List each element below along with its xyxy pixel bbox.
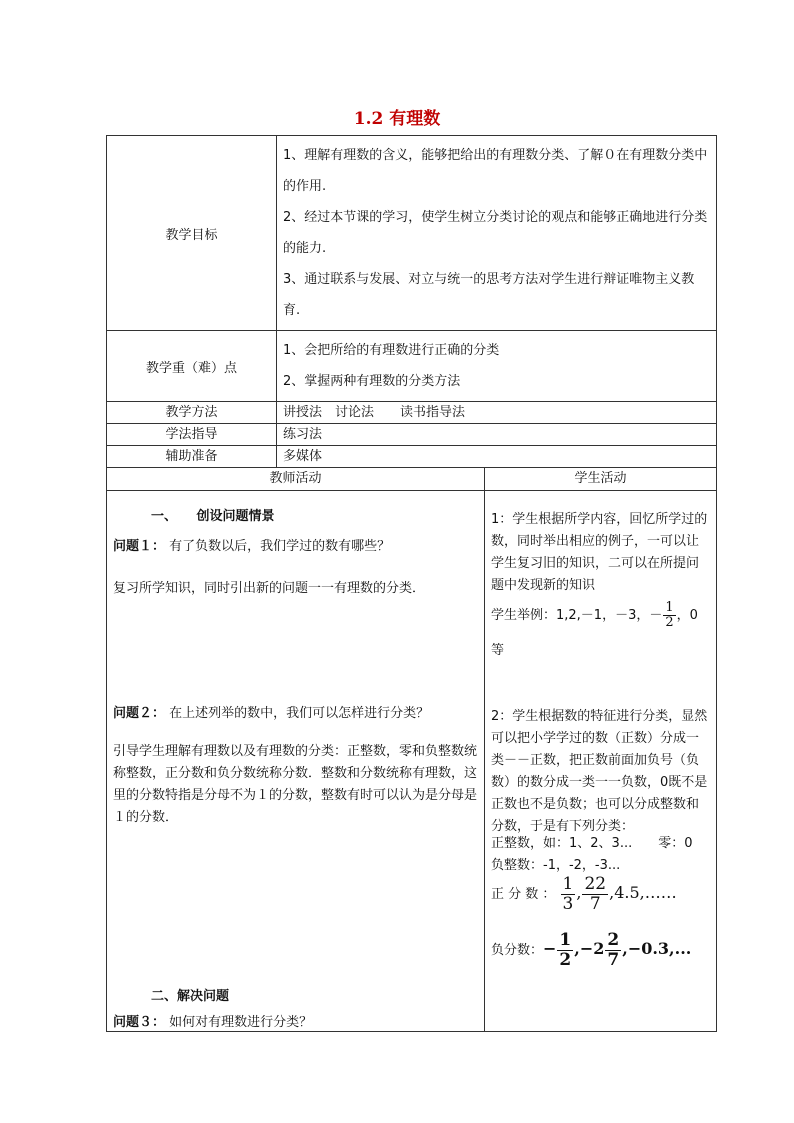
question-text: 有了负数以后，我们学过的数有哪些？ — [169, 539, 391, 554]
fraction-denominator: 3 — [562, 894, 574, 914]
method-value: 讲授法 讨论法 读书指导法 — [277, 402, 717, 424]
student-response-2: 2：学生根据数的特征进行分类，显然可以把小学学过的数（正数）分成一类－－正数，把正数前面加负号（负数）的数分成一类一一负数，0既不是正数也不是负数；也可以分成整数和分数，于是有下列分类： — [491, 709, 708, 834]
fraction-numerator: 22 — [584, 874, 607, 894]
keypoints-content — [277, 331, 717, 402]
fraction — [582, 875, 608, 914]
positive-fractions: 正 分 数 ： $\frac{1}{3}$ , $\frac{22}{7}$ ,4.5,…… — [491, 874, 677, 914]
positive-fraction-label: 正 分 数 ： — [491, 887, 556, 902]
question-3 — [113, 1011, 312, 1030]
fraction-numerator: 1 — [559, 930, 572, 950]
section-heading: 一、 创设问题情景 — [151, 509, 275, 524]
fraction — [663, 601, 675, 630]
fraction-denominator: 2 — [665, 615, 674, 630]
guide-text: 引导学生理解有理数以及有理数的分类：正整数，零和负整数统称整数，正分数和负分数统称分数．整数和分数统称有理数，这里的分数特指是分母不为１的分数，整数有时可以认为是分母是１的分数． — [113, 744, 478, 825]
example-text: ，0 — [676, 608, 698, 623]
activity-header-row — [107, 468, 717, 491]
fraction — [605, 931, 621, 970]
study-value: 练习法 — [277, 424, 717, 446]
study-row — [107, 424, 717, 446]
keypoint-item: 2、掌握两种有理数的分类方法 — [283, 374, 461, 389]
fraction — [561, 875, 576, 914]
lesson-plan-table — [106, 135, 717, 1032]
question-label: 问题１： — [113, 539, 166, 554]
teacher-activity-cell — [107, 491, 485, 1032]
student-examples — [491, 601, 698, 630]
aid-label: 辅助准备 — [107, 446, 277, 468]
fraction-denominator: 2 — [559, 950, 572, 970]
aid-value: 多媒体 — [277, 446, 717, 468]
negative-integers: 负整数：-1，-2，-3... — [491, 858, 621, 873]
fraction-numerator: 1 — [562, 874, 574, 894]
question-text: 在上述列举的数中，我们可以怎样进行分类？ — [169, 706, 430, 721]
page-title: 1.2 有理数 — [353, 109, 441, 129]
review-text: 复习所学知识，同时引出新的问题一一有理数的分类． — [113, 581, 426, 596]
objective-item: 3、通过联系与发展、对立与统一的思考方法对学生进行辩证唯物主义教育. — [283, 272, 695, 318]
keypoints-row — [107, 331, 717, 402]
method-row — [107, 402, 717, 424]
student-activity-cell — [485, 491, 717, 1032]
fraction-tail: −0.3,... — [627, 939, 692, 958]
example-text: 学生举例：1,2,－1，－3， — [491, 608, 650, 623]
objectives-row — [107, 136, 717, 331]
student-activity-header: 学生活动 — [485, 468, 717, 491]
negative-fractions: 负分数：− $\frac{1}{2}$ ,−2 $\frac{2}{7}$ ,−0.3,... — [491, 930, 692, 970]
question-text: 如何对有理数进行分类？ — [169, 1015, 313, 1030]
method-label: 教学方法 — [107, 402, 277, 424]
objectives-label: 教学目标 — [107, 136, 277, 331]
keypoints-label: 教学重（难）点 — [107, 331, 277, 402]
teacher-activity-header: 教师活动 — [107, 468, 485, 491]
fraction — [557, 931, 573, 970]
objectives-content — [277, 136, 717, 331]
activity-row — [107, 491, 717, 1032]
fraction-tail: ,4.5,…… — [609, 883, 677, 902]
negative-fraction-label: 负分数： — [491, 943, 544, 958]
question-label: 问题２： — [113, 706, 166, 721]
question-1 — [113, 535, 390, 554]
student-response-1: 1：学生根据所学内容，回忆所学过的数，同时举出相应的例子，一可以让学生复习旧的知识，二可以在所提问题中发现新的知识 — [491, 512, 708, 593]
mixed-number-whole: 2 — [593, 939, 605, 958]
fraction-numerator: 2 — [607, 930, 620, 950]
objective-item: 1、理解有理数的含义，能够把给出的有理数分类、了解０在有理数分类中的作用. — [283, 148, 708, 194]
fraction-numerator: 1 — [665, 600, 674, 615]
section-heading: 二、解决问题 — [151, 989, 230, 1004]
objective-item: 2、经过本节课的学习，使学生树立分类讨论的观点和能够正确地进行分类的能力. — [283, 210, 708, 256]
fraction-denominator: 7 — [589, 894, 601, 914]
aid-row — [107, 446, 717, 468]
positive-integers: 正整数，如：1、2、3... 零：0 — [491, 836, 693, 851]
question-label: 问题３： — [113, 1015, 166, 1030]
example-end: 等 — [491, 643, 505, 658]
question-2 — [113, 702, 429, 721]
fraction-denominator: 7 — [607, 950, 620, 970]
study-label: 学法指导 — [107, 424, 277, 446]
keypoint-item: 1、会把所给的有理数进行正确的分类 — [283, 343, 500, 358]
minus-sign: － — [649, 608, 663, 623]
